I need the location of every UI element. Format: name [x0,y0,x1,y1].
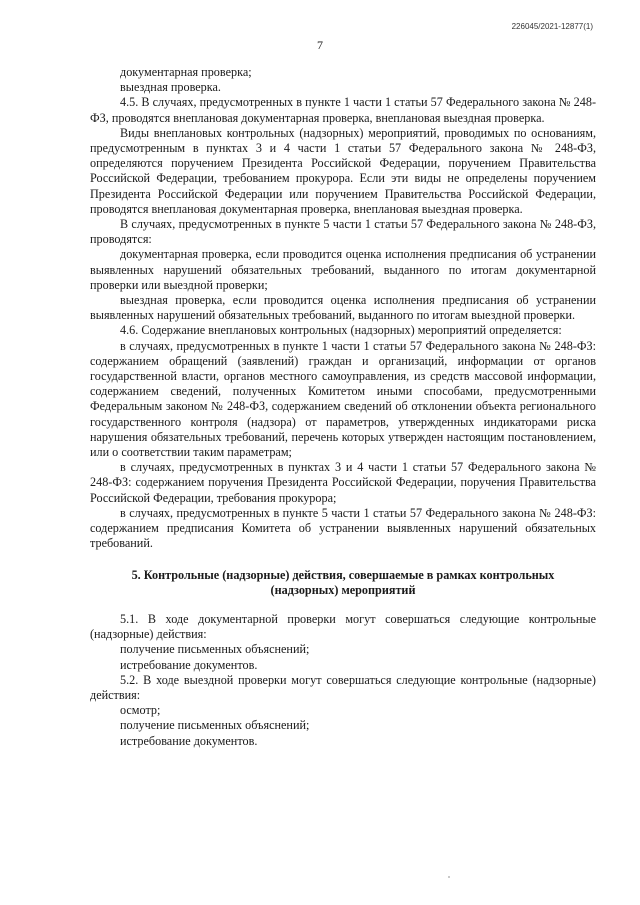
document-body [90,65,596,749]
list-item: получение письменных объяснений; [120,718,310,733]
section-heading: 5. Контрольные (надзорные) действия, совершаемые в рамках контрольных (надзорных) мероприятий [131,567,555,597]
paragraph: выездная проверка, если проводится оценка исполнения предписания об устранении выявленных нарушений обязательных требований, выданного по итогам выездной проверки. [90,293,596,323]
paragraph: 4.6. Содержание внеплановых контрольных (надзорных) мероприятий определяется: [120,323,562,338]
list-item: истребование документов. [120,657,258,672]
list-item: получение письменных объяснений; [120,642,310,657]
scan-mark [448,876,450,878]
paragraph: 4.5. В случаях, предусмотренных в пункте 1 части 1 статьи 57 Федерального закона № 248-ФЗ, проводятся внеплановая документарная проверка, внеплановая выездная проверка. [90,95,596,125]
paragraph: в случаях, предусмотренных в пункте 5 части 1 статьи 57 Федерального закона № 248-ФЗ: содержанием предписания Комитета об устранении выявленных нарушений обязательных требований. [90,505,596,551]
paragraph: документарная проверка, если проводится оценка исполнения предписания об устранении выявленных нарушений обязательных требований, выданного по итогам документарной проверки или выездной проверки; [90,247,596,292]
paragraph: документарная проверка; [120,65,252,79]
paragraph: 5.2. В ходе выездной проверки могут совершаться следующие контрольные (надзорные) действия: [90,672,596,702]
page-number: 7 [317,38,323,52]
paragraph: Виды внеплановых контрольных (надзорных) мероприятий, проводимых по основаниям, предусмотренным в пунктах 3 и 4 части 1 статьи 57 Федерального закона № 248-ФЗ, определяются поручением Президента Российской Федерации, поручением Правительства Российской Федерации, требованием прокурора. Если эти виды не определены поручением Президента Российской Федерации или поручением Правительства Российской Федерации, проводятся внеплановая документарная проверка, внеплановая выездная проверка. [90,125,596,216]
paragraph: в случаях, предусмотренных в пункте 1 части 1 статьи 57 Федерального закона № 248-ФЗ: содержанием обращений (заявлений) граждан и организаций, информации от органов государственной власти, органов местного самоуправления, из средств массовой информации, содержанием сведений, полученных Комитетом иными способами, предусмотренными Федеральным законом № 248-ФЗ, содержанием сведений об отклонении объекта регионального государственного контроля (надзора) от параметров, утвержденных индикаторами риска нарушения обязательных требований, перечень которых утвержден настоящим постановлением, или о соответствии таким параметрам; [90,338,596,460]
paragraph: выездная проверка. [120,80,221,95]
paragraph: 5.1. В ходе документарной проверки могут совершаться следующие контрольные (надзорные) действия: [90,611,596,642]
document-number: 226045/2021-12877(1) [511,22,593,31]
paragraph: в случаях, предусмотренных в пунктах 3 и 4 части 1 статьи 57 Федерального закона № 248-ФЗ: содержанием поручения Президента Российской Федерации, поручения Правительства Российской Федерации, требования прокурора; [90,460,596,505]
list-item: истребование документов. [120,733,258,748]
list-item: осмотр; [120,703,161,718]
paragraph: В случаях, предусмотренных в пункте 5 части 1 статьи 57 Федерального закона № 248-ФЗ, проводятся: [90,217,596,247]
